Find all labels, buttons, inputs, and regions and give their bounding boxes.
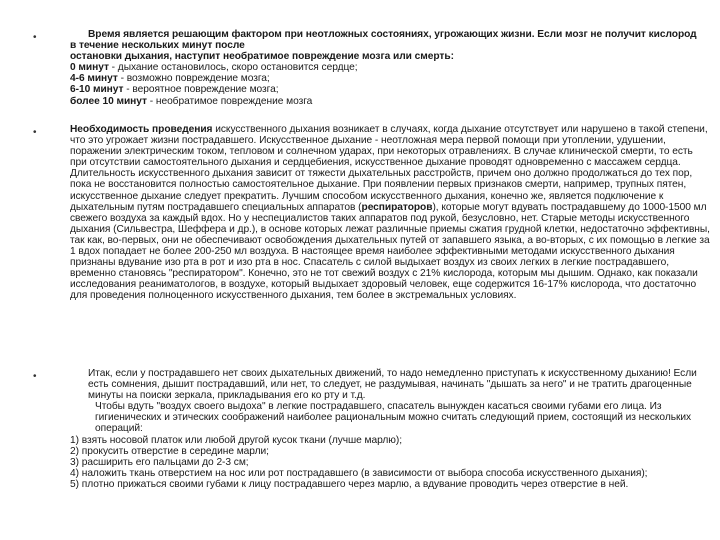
- time-factor-line2: в течение нескольких минут после: [70, 40, 245, 52]
- time-factor-text: [70, 29, 710, 107]
- bullet-icon: •: [33, 32, 37, 43]
- timeline-10-plus-desc: - необратимое повреждение мозга: [146, 95, 313, 107]
- timeline-6-10-desc: - вероятное повреждение мозга;: [123, 84, 279, 96]
- procedure-step-2: 2) прокусить отверстие в середине марли;: [70, 445, 269, 457]
- bullet-icon: •: [33, 371, 37, 382]
- time-factor-line3: остановки дыхания, наступит необратимое повреждение мозга или смерть:: [70, 51, 454, 63]
- time-factor-lead: Время является решающим фактором при неотложных состояниях, угрожающих жизни. Если мозг не получит кислород: [88, 29, 697, 40]
- bullet-icon: •: [33, 127, 37, 138]
- timeline-0-desc: - дыхание остановилось, скоро остановится сердце;: [108, 62, 358, 74]
- procedure-step-1: 1) взять носовой платок или любой другой кусок ткани (лучше марлю);: [70, 434, 402, 446]
- necessity-text: [70, 124, 710, 302]
- timeline-6-10-label: 6-10 минут: [70, 84, 124, 96]
- timeline-10-plus-label: более 10 минут: [70, 95, 147, 107]
- procedure-step-4: 4) наложить ткань отверстием на нос или рот пострадавшего (в зависимости от выбора способа искусственного дыхания);: [70, 467, 648, 479]
- procedure-step-5: 5) плотно прижаться своими губами к лицу пострадавшего через марлю, а вдувание проводить через отверстие в ней.: [70, 478, 629, 490]
- procedure-step-3: 3) расширить его пальцами до 2-3 см;: [70, 456, 249, 468]
- necessity-part1: искусственного дыхания возникает в случаях, когда дыхание отсутствует или нарушено в такой степени, что это угрожает жизни пострадавшего. Искусственное дыхание - неотложная мера первой помощи при утоплении, удушении, поражении электрическим током, тепловом и солнечном ударах, при некоторых отравлениях. В случае клинической смерти, то есть при отсутствии самостоятельного дыхания и сердцебиения, искусственное дыхание проводят одновременно с массажем сердца. Длительность искусственного дыхания зависит от тяжести дыхательных расстройств, причем оно должно продолжаться до тех пор, пока не восстановится полностью самостоятельное дыхание. При появлении первых признаков смерти, например, трупных пятен, искусственное дыхание следует прекратить. Лучшим способом искусственного дыхания, конечно же, является подключение к дыхательным путям пострадавшего специальных аппаратов (: [70, 124, 708, 213]
- procedure-paragraph-1: Итак, если у пострадавшего нет своих дыхательных движений, то надо немедленно приступать к искусственному дыханию! Если есть сомнения, дышит пострадавший, или нет, то следует, не раздумывая, начинать "дышать за него" и не тратить драгоценные минуты на поиски зеркала, прикладывания его ко рту и т.д.: [88, 368, 697, 402]
- necessity-part2: ), которые могут вдувать пострадавшему до 1000-1500 мл свежего воздуха за каждый вдох. Но у неспециалистов таких аппаратов под рукой, безусловно, нет. Старые методы искусственного дыхания (Сильвестра, Шеффера и др.), в основе которых лежат различные приемы сжатия грудной клетки, недостаточно эффективны, так как, во-первых, они не обеспечивают освобождения дыхательных путей от запавшего языка, а во-вторых, с их помощью в легкие за 1 вдох попадает не более 200-250 мл воздуха. В настоящее время наиболее эффективными методами искусственного дыхания признаны вдувание изо рта в рот и изо рта в нос. Спасатель с силой выдыхает воздух из своих легких в легкие пострадавшего, временно становясь "респиратором". Конечно, это не тот свежий воздух с 21% кислорода, которым мы дышим. Однако, как показали исследования реаниматологов, в воздухе, который выдыхает здоровый человек, еще содержится 16-17% кислорода, что достаточно для проведения полноценного искусственного дыхания, тем более в экстремальных условиях.: [70, 201, 710, 302]
- timeline-4-6-desc: - возможно повреждение мозга;: [117, 73, 270, 85]
- timeline-4-6-label: 4-6 минут: [70, 73, 118, 85]
- procedure-text: [70, 368, 710, 490]
- timeline-0-label: 0 минут: [70, 62, 109, 74]
- procedure-paragraph-2: Чтобы вдуть "воздух своего выдоха" в легкие пострадавшего, спасатель вынужден касаться своими губами его лица. Из гигиенических и этических соображений наиболее рациональным можно считать следующий прием, состоящий из нескольких операций:: [95, 401, 692, 435]
- respirators-term: респираторов: [361, 201, 433, 213]
- timeline-0-min: [70, 62, 710, 73]
- necessity-paragraph: [70, 124, 710, 302]
- necessity-lead: Необходимость проведения: [70, 124, 213, 135]
- timeline-6-10-min: [70, 84, 710, 95]
- timeline-4-6-min: [70, 73, 710, 84]
- timeline-10-plus-min: [70, 96, 710, 107]
